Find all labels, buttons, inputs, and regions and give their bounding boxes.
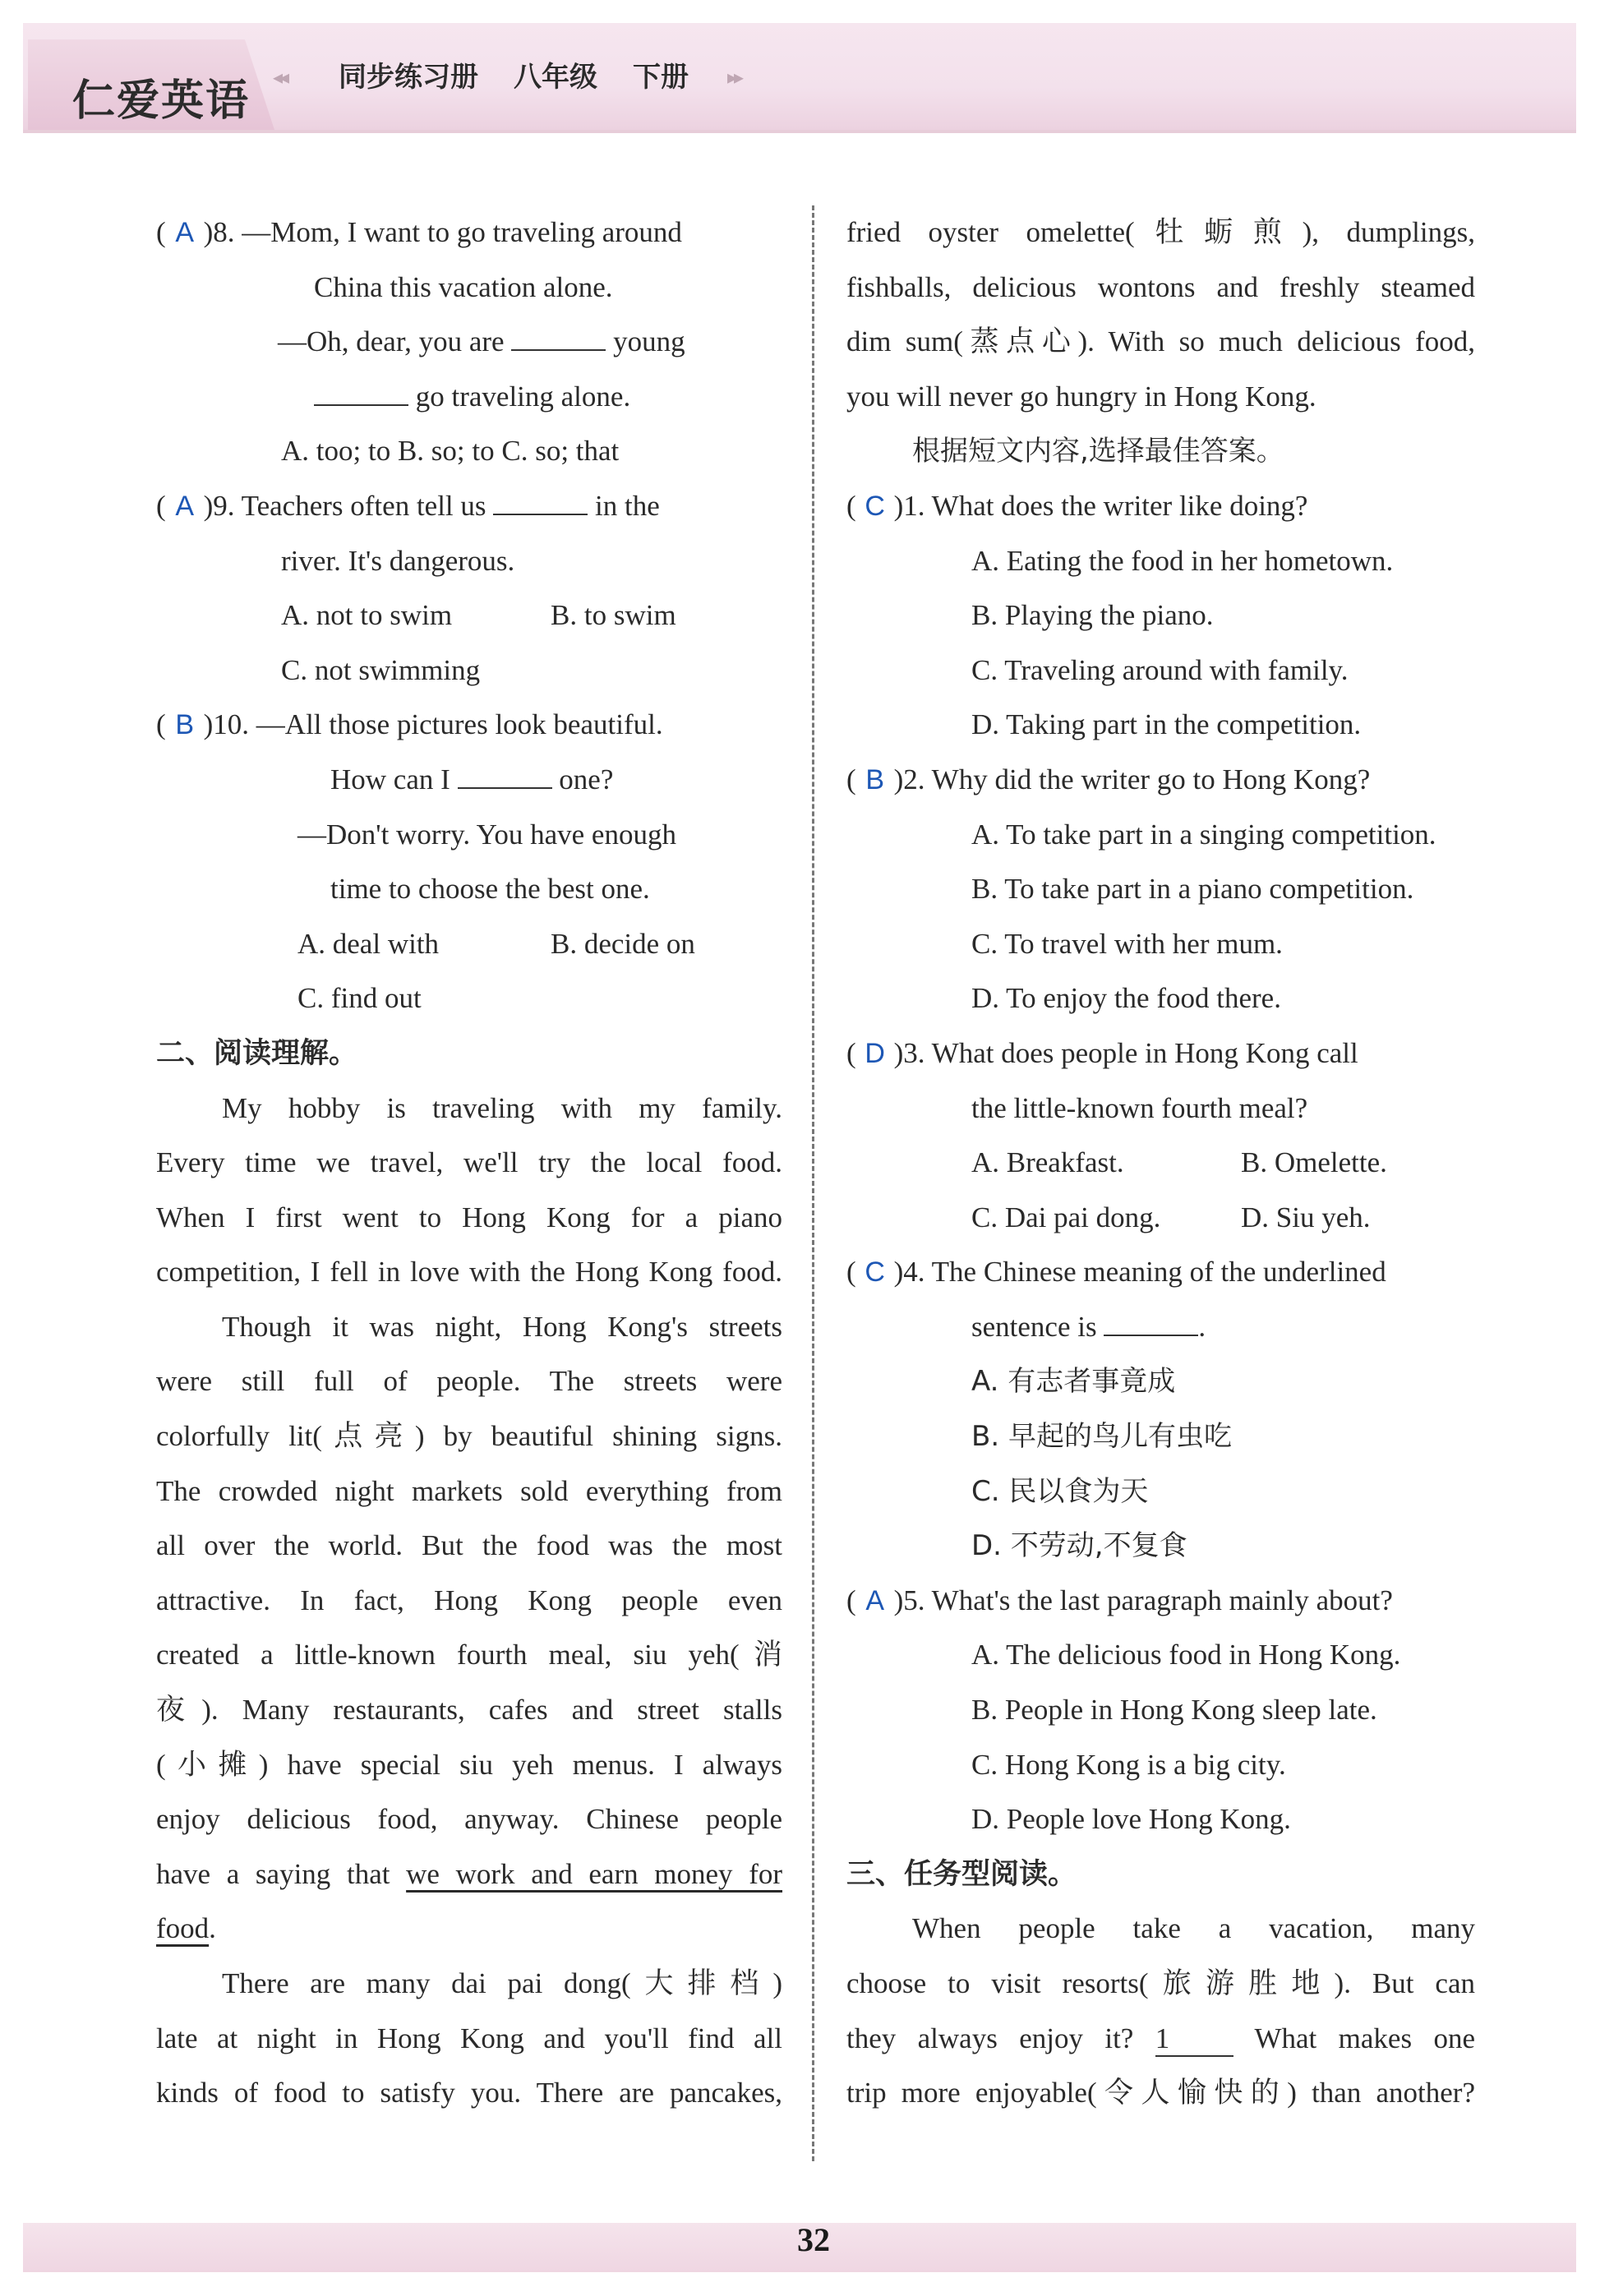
p4-line: When people take a vacation, many bbox=[912, 1912, 1475, 1945]
arrows-right-icon: ▸▸ bbox=[727, 66, 741, 89]
blank bbox=[493, 489, 588, 515]
rq1: ( C )1. What does the writer like doing? bbox=[846, 479, 1475, 534]
p3-line: kinds of food to satisfy you. There are pancakes, bbox=[156, 2077, 782, 2109]
q9-option-c: C. not swimming bbox=[281, 653, 481, 686]
p2-line: were still full of people. The streets were bbox=[156, 1365, 782, 1398]
rq2-option: D. To enjoy the food there. bbox=[971, 982, 1281, 1015]
rq5: ( A )5. What's the last paragraph mainly about? bbox=[846, 1574, 1475, 1629]
rq5-option: B. People in Hong Kong sleep late. bbox=[971, 1694, 1377, 1727]
section-task-reading: 三、任务型阅读。 bbox=[846, 1857, 1077, 1891]
blank-1: 1 bbox=[1155, 2022, 1233, 2057]
q9-line2: river. It's dangerous. bbox=[281, 544, 515, 577]
q8-answer: A bbox=[175, 217, 194, 248]
p2-line: The crowded night markets sold everything from bbox=[156, 1474, 782, 1507]
p1-line: Every time we travel, we'll try the local food. bbox=[156, 1146, 782, 1179]
rq2: ( B )2. Why did the writer go to Hong Kong? bbox=[846, 753, 1475, 808]
rq4-option: A. 有志者事竟成 bbox=[971, 1365, 1176, 1399]
rq2-option: C. To travel with her mum. bbox=[971, 927, 1283, 960]
p3-end-line: you will never go hungry in Hong Kong. bbox=[846, 380, 1316, 413]
rq2-option: A. To take part in a singing competition. bbox=[971, 818, 1436, 851]
p2-line: created a little-known fourth meal, siu yeh(消 bbox=[156, 1639, 782, 1671]
p2-line: colorfully lit(点亮) by beautiful shining signs. bbox=[156, 1420, 782, 1453]
p4-line: choose to visit resorts(旅游胜地). But can bbox=[846, 1967, 1475, 1999]
p3-line: There are many dai pai dong(大排档) bbox=[222, 1967, 782, 1999]
rq5-option: D. People love Hong Kong. bbox=[971, 1803, 1291, 1836]
rq5-option: A. The delicious food in Hong Kong. bbox=[971, 1639, 1401, 1671]
rq4-answer: C bbox=[865, 1256, 885, 1289]
rq4-option: D. 不劳动,不复食 bbox=[971, 1529, 1187, 1563]
rq2-answer: B bbox=[865, 763, 884, 795]
underlined-sentence: we work and earn money for bbox=[406, 1857, 783, 1890]
rq2-option: B. To take part in a piano competition. bbox=[971, 873, 1414, 906]
blank bbox=[458, 763, 552, 789]
blank bbox=[1104, 1310, 1198, 1336]
rq5-answer: A bbox=[865, 1584, 884, 1616]
grade-label: 八年级 bbox=[514, 61, 597, 94]
rq3-options-cd: C. Dai pai dong. D. Siu yeh. bbox=[971, 1201, 1371, 1233]
q10-answer: B bbox=[175, 709, 194, 741]
p4-line: trip more enjoyable(令人愉快的) than another? bbox=[846, 2077, 1475, 2109]
q9-answer: A bbox=[175, 490, 194, 522]
p2-line: Though it was night, Hong Kong's streets bbox=[222, 1310, 782, 1343]
left-column bbox=[156, 205, 782, 2121]
q8-line3: —Oh, dear, you are young bbox=[278, 325, 685, 358]
p1-line: When I first went to Hong Kong for a piano bbox=[156, 1201, 782, 1233]
rq3-line2: the little-known fourth meal? bbox=[971, 1091, 1308, 1124]
q10-line4: time to choose the best one. bbox=[330, 873, 650, 906]
p4-line-blank: they always enjoy it? 1 What makes one bbox=[846, 2012, 1475, 2067]
p2-line: (小摊) have special siu yeh menus. I always bbox=[156, 1748, 782, 1781]
q10-line1: ( B )10. —All those pictures look beautiful. bbox=[156, 698, 782, 753]
volume-label: 下册 bbox=[633, 61, 689, 94]
rq5-option: C. Hong Kong is a big city. bbox=[971, 1748, 1286, 1781]
p3-cont-line: fried oyster omelette(牡蛎煎), dumplings, bbox=[846, 216, 1475, 248]
instruction: 根据短文内容,选择最佳答案。 bbox=[912, 435, 1284, 468]
blank bbox=[314, 380, 408, 406]
rq4-line1: ( C )4. The Chinese meaning of the underlined bbox=[846, 1245, 1475, 1300]
p3-line: late at night in Hong Kong and you'll find all bbox=[156, 2022, 782, 2054]
q8-line4: go traveling alone. bbox=[156, 370, 782, 425]
rq3-options-ab: A. Breakfast. B. Omelette. bbox=[971, 1146, 1387, 1179]
q8-line2: China this vacation alone. bbox=[314, 270, 613, 303]
page-number: 32 bbox=[797, 2221, 830, 2258]
p3-cont-line: fishballs, delicious wontons and freshly steamed bbox=[846, 270, 1475, 303]
q8-options: A. too; to B. so; to C. so; that bbox=[281, 435, 620, 468]
series-label: 同步练习册 bbox=[339, 61, 478, 94]
q10-options-ab: A. deal with B. decide on bbox=[297, 927, 695, 960]
rq4-option: C. 民以食为天 bbox=[971, 1474, 1149, 1508]
rq1-option: B. Playing the piano. bbox=[971, 599, 1214, 632]
blank bbox=[511, 325, 606, 351]
q9-options-ab: A. not to swim B. to swim bbox=[281, 599, 676, 632]
p3-cont-line: dim sum(蒸点心). With so much delicious food, bbox=[846, 325, 1475, 358]
p2-line: enjoy delicious food, anyway. Chinese people bbox=[156, 1803, 782, 1836]
right-column bbox=[846, 205, 1475, 2121]
rq4-line2: sentence is . bbox=[971, 1310, 1206, 1343]
rq1-answer: C bbox=[865, 490, 885, 522]
q10-option-c: C. find out bbox=[297, 982, 422, 1015]
p1-line: My hobby is traveling with my family. bbox=[222, 1091, 782, 1124]
p2-line: 夜). Many restaurants, cafes and street stalls bbox=[156, 1694, 782, 1727]
p2-line-final: food. bbox=[156, 1912, 216, 1945]
q10-line2: How can I one? bbox=[330, 763, 614, 795]
section-reading-comprehension: 二、阅读理解。 bbox=[156, 1036, 358, 1070]
rq3-answer: D bbox=[865, 1037, 885, 1069]
brand-title: 仁爱英语 bbox=[72, 76, 251, 126]
arrows-left-icon: ◂◂ bbox=[273, 66, 287, 89]
rq1-option: C. Traveling around with family. bbox=[971, 653, 1349, 686]
p2-line: attractive. In fact, Hong Kong people even bbox=[156, 1584, 782, 1616]
p1-line: competition, I fell in love with the Hong Kong food. bbox=[156, 1256, 782, 1289]
column-divider bbox=[812, 205, 814, 2161]
p2-line-saying: have a saying that we work and earn money for bbox=[156, 1857, 783, 1890]
rq1-option: D. Taking part in the competition. bbox=[971, 708, 1362, 741]
q8-line1: ( A )8. —Mom, I want to go traveling around bbox=[156, 205, 782, 260]
q9-line1: ( A )9. Teachers often tell us in the bbox=[156, 479, 782, 534]
p2-line: all over the world. But the food was the most bbox=[156, 1529, 782, 1562]
rq3-line1: ( D )3. What does people in Hong Kong call bbox=[846, 1026, 1475, 1081]
rq1-option: A. Eating the food in her hometown. bbox=[971, 544, 1394, 577]
q10-line3: —Don't worry. You have enough bbox=[297, 818, 676, 851]
rq4-option: B. 早起的鸟儿有虫吃 bbox=[971, 1420, 1232, 1454]
